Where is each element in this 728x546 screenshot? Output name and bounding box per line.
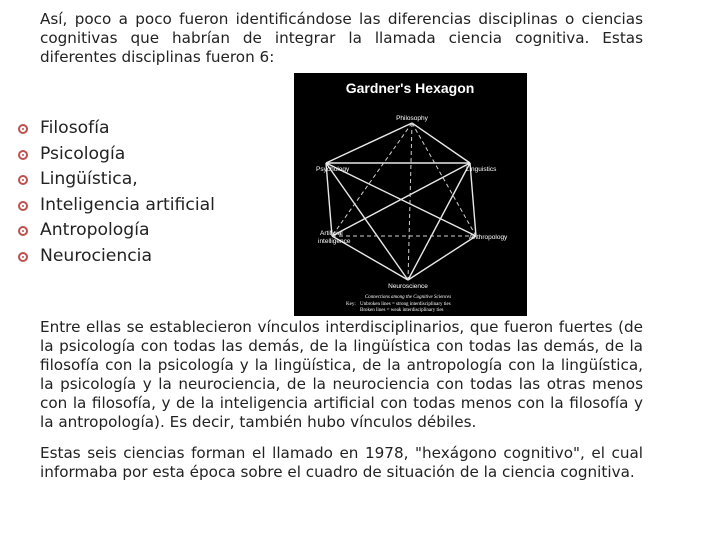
edge-psychology-ai <box>326 163 332 236</box>
node-linguistics: Linguistics <box>466 166 497 173</box>
list-item-label: Lingüística, <box>40 169 138 190</box>
bullet-icon <box>18 150 28 160</box>
edge-philosophy-linguistics <box>412 123 470 163</box>
strong-ties <box>326 123 476 280</box>
list-item-label: Psicología <box>40 143 126 164</box>
bullet-icon <box>18 226 28 236</box>
edge-philosophy-ai <box>332 123 412 236</box>
list-item <box>18 167 215 193</box>
key-label: Key: <box>346 302 356 307</box>
list-item-label: Filosofía <box>40 118 110 138</box>
edge-philosophy-neuroscience <box>408 123 412 280</box>
node-neuroscience: Neuroscience <box>388 283 428 290</box>
edge-linguistics-ai <box>332 163 470 236</box>
list-item <box>18 193 215 219</box>
figure-caption: Connections among the Cognitive Sciences <box>364 295 452 300</box>
edge-psychology-neuroscience <box>326 163 408 280</box>
disciplines-list <box>18 116 215 270</box>
list-item-label: Neurociencia <box>40 245 152 266</box>
gardner-hexagon-figure <box>294 73 527 316</box>
list-item <box>18 244 215 270</box>
bullet-icon <box>18 201 28 211</box>
relations-paragraph: Entre ellas se establecieron vínculos interdisciplinarios, que fueron fuertes (de la psicología con todas las demás, de la lingüística con todas las demás, de la filosofía con la psicología y la lingüística, de la antropología con la lingüística, la psicología y la neurociencia, de la neurociencia con todas las otras menos con la filosofía, y de la inteligencia artificial con todas menos con la filosofía y la antropología). Es decir, también hubo vínculos débiles. <box>40 318 643 431</box>
list-item-label: Antropología <box>40 220 150 241</box>
figure-key <box>346 295 451 313</box>
node-philosophy: Philosophy <box>396 115 428 122</box>
list-item <box>18 142 215 168</box>
node-ai-line1: Artificial <box>320 230 343 237</box>
key-strong: Unbroken lines = strong interdisciplinary ties <box>360 302 451 307</box>
edge-linguistics-anthropology <box>470 163 476 236</box>
list-item <box>18 218 215 244</box>
list-item <box>18 116 215 142</box>
bullet-icon <box>18 175 28 185</box>
bullet-icon <box>18 252 28 262</box>
edge-anthropology-neuroscience <box>408 236 476 280</box>
node-anthropology: Anthropology <box>469 234 508 241</box>
edge-linguistics-neuroscience <box>408 163 470 280</box>
node-ai-line2: intelligence <box>318 238 351 245</box>
edge-philosophy-anthropology <box>412 123 476 236</box>
figure-title: Gardner's Hexagon <box>345 80 475 96</box>
conclusion-paragraph: Estas seis ciencias forman el llamado en 1978, "hexágono cognitivo", el cual informaba por esta época sobre el cuadro de situación de la ciencia cognitiva. <box>40 444 643 481</box>
bullet-icon <box>18 124 28 134</box>
list-item-label: Inteligencia artificial <box>40 194 215 215</box>
node-psychology: Psychology <box>316 166 350 173</box>
edge-philosophy-psychology <box>326 123 412 163</box>
node-labels <box>316 115 508 290</box>
hexagon-diagram <box>294 73 527 316</box>
key-weak: Broken lines = weak interdisciplinary ties <box>360 308 444 313</box>
intro-paragraph: Así, poco a poco fueron identificándose las diferencias disciplinas o ciencias cognitivas que habrían de integrar la llamada ciencia cognitiva. Estas diferentes disciplinas fueron 6: <box>40 10 643 66</box>
